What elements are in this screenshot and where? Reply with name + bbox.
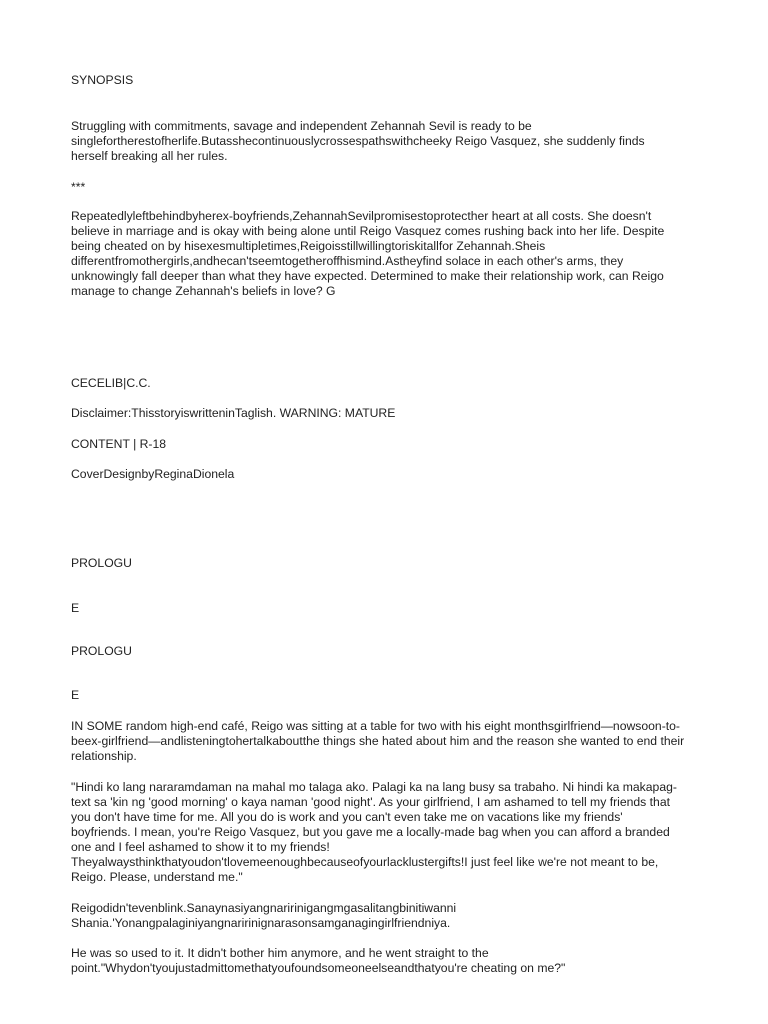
blurb-line: being cheated on by hisexesmultipletimes,Reigoisstillwillingtoriskitallfor Zehannah.Sheis bbox=[71, 239, 546, 253]
paragraph-line: one and I feel ashamed to show it to my friends! bbox=[71, 840, 330, 854]
blurb-line: Repeatedlyleftbehindbyherex-boyfriends,ZehannahSevilpromisestoprotecther heart at all costs. She doesn't bbox=[71, 209, 652, 223]
separator: *** bbox=[71, 180, 86, 194]
prologue-heading: PROLOGU bbox=[71, 556, 132, 570]
blurb-line: manage to change Zehannah's beliefs in love? G bbox=[71, 284, 336, 298]
synopsis-line: singlefortherestofherlife.Butasshecontinuouslycrossespathswithcheeky Reigo Vasquez, she suddenly finds bbox=[71, 134, 645, 148]
disclaimer-line: Disclaimer:ThisstoryiswritteninTaglish. WARNING: MATURE bbox=[71, 406, 396, 420]
synopsis-line: Struggling with commitments, savage and independent Zehannah Sevil is ready to be bbox=[71, 119, 532, 133]
blurb-line: differentfromothergirls,andhecan'tseemtogetheroffhismind.Astheyfind solace in each other's arms, they bbox=[71, 254, 624, 268]
paragraph-line: beex-girlfriend—andlisteningtohertalkaboutthe things she hated about him and the reason she wanted to end their bbox=[71, 734, 685, 748]
paragraph-line: relationship. bbox=[71, 749, 137, 763]
paragraph-line: text sa 'kin ng 'good morning' o kaya naman 'good night'. As your girlfriend, I am ashamed to tell my friends that bbox=[71, 795, 670, 809]
synopsis-heading: SYNOPSIS bbox=[71, 73, 134, 87]
paragraph-line: boyfriends. I mean, you're Reigo Vasquez, but you gave me a locally-made bag when you can afford a branded bbox=[71, 825, 670, 839]
cover-credit-line: CoverDesignbyReginaDionela bbox=[71, 467, 235, 481]
synopsis-line: herself breaking all her rules. bbox=[71, 149, 228, 163]
paragraph-line: you don't have time for me. All you do is work and you can't even take me on vacations like my friends' bbox=[71, 810, 623, 824]
paragraph-line: He was so used to it. It didn't bother him anymore, and he went straight to the bbox=[71, 946, 489, 960]
blurb-line: unknowingly fall deeper than what they have expected. Determined to make their relationship work, can Reigo bbox=[71, 269, 664, 283]
prologue-heading-continued: E bbox=[71, 601, 80, 615]
paragraph-line: IN SOME random high-end café, Reigo was sitting at a table for two with his eight monthsgirlfriend—nowsoon-to- bbox=[71, 719, 680, 733]
paragraph-line: Shania.'Yonangpalaginiyangnaririnignarasonsamganagingirlfriendniya. bbox=[71, 916, 451, 930]
paragraph-line: "Hindi ko lang nararamdaman na mahal mo talaga ako. Palagi ka na lang busy sa trabaho. Ni hindi ka makapag- bbox=[71, 780, 677, 794]
paragraph-line: point."Whydon'tyoujustadmittomethatyoufoundsomeoneelseandthatyou're cheating on me?" bbox=[71, 961, 566, 975]
prologue-heading-continued: E bbox=[71, 688, 80, 702]
author-line: CECELIB|C.C. bbox=[71, 376, 151, 390]
paragraph-line: Reigodidn'tevenblink.Sanaynasiyangnaririnigangmgasalitangbinitiwanni bbox=[71, 901, 457, 915]
blurb-line: believe in marriage and is okay with being alone until Reigo Vasquez comes rushing back into her life. Despite bbox=[71, 224, 665, 238]
paragraph-line: Theyalwaysthinkthatyoudon'tlovemeenoughbecauseofyourlacklustergifts!I just feel like we're not meant to be, bbox=[71, 855, 659, 869]
prologue-heading: PROLOGU bbox=[71, 644, 132, 658]
paragraph-line: Reigo. Please, understand me." bbox=[71, 870, 243, 884]
content-rating-line: CONTENT | R-18 bbox=[71, 437, 167, 451]
